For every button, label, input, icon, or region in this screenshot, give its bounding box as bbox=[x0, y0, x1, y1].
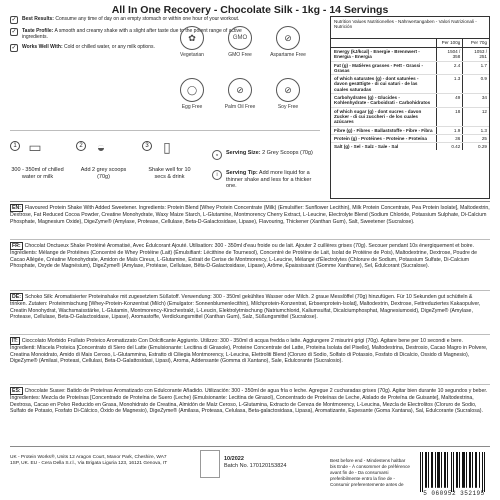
nutrition-value: 1.9 bbox=[436, 127, 463, 134]
nutrition-value: 0.29 bbox=[462, 143, 489, 150]
lot-info bbox=[224, 456, 344, 470]
barcode bbox=[418, 452, 490, 492]
benefit-heading: Works Well With: bbox=[22, 44, 63, 50]
lang-text: Chocolat Onctueux Shake Protéiné Aromatisé, Avec Édulcorant Ajouté. Utilisation: 300 - 350ml d'eau froide ou de lait. Ajouter 2 cuillères grises (70g). Secouer pendant 10s énergiquement et boire. Ingrédients: Mélange de Protéines (Concentré de Whey Protéine (Lait) (Émulsifiant: Lécithine de Tournesol), Concentré de Protéine de Lait, Isolat de Protéine de Pois), Maltodextrine, Dextrose, Poudre de Cacao Allégée, Créatine Monohydrate, Amidon de Maïs Cireux, L-Glutamine, Extrait de Cerise de Montmorency, L-Leucine, Mélange d'Électrolytes (Chlorure de Sodium, Potassium Sulfate, Di-Calcium Phosphate, Oxyde de Magnésium), DigeZyme® (Amylase, Protéase, Cellulase, Bêta-D-Galactosidase, Lipase), Arôme, Épaississant (Gomme Xanthane), Sel, Édulcorant (Sucralose). bbox=[10, 243, 478, 269]
nutrition-table bbox=[330, 16, 490, 199]
serving-size-value: 2 Grey Scoops (70g) bbox=[262, 150, 313, 156]
benefit-text: Cold or chilled water, or any milk options. bbox=[64, 44, 155, 50]
divider bbox=[10, 290, 490, 291]
nutrition-value: 49 bbox=[436, 94, 463, 107]
nutrition-value: 0.9 bbox=[462, 75, 489, 93]
nutrition-value: 34 bbox=[462, 94, 489, 107]
nutrition-value: 1.3 bbox=[462, 127, 489, 134]
lang-text: Chocolate Suave: Batido de Proteínas Aromatizado con Edulcorante Añadido. Utilización: 300 - 350ml de agua fría o leche. Agregue 2 cucharadas grises (70g). Agitar bien durante 10 segundos y beber. Ingredientes: Mezcla de Proteínas [Concentrado de Proteína de Suero (Leche) (Emulsionante: Lecitina de Girasol), Concentrado de Proteínas de Leche, Aislado de Proteína de Guisante], Maltodextrina, Dextrosa, Cacao en Polvo Reducido en Grasa, Monohidrato de Creatina, Almidón de Maíz Ceroso, L-Glutamina, Extracto de Cereza de Montmorency, L-Leucina, Mezcla de Electrolitos (Cloruro de Sodio, Sulfato de Potasio, Fosfato Di-Cálcico, Óxido de Magnesio), DigeZyme® (Amilasa, Proteasa, Celulasa, Beta-galactosidasa, Lipasa), Aromatizante, Espesante (Goma Xantana), Sal, Edulcorante (Sucralosa). bbox=[10, 388, 488, 414]
egg-free-icon: ◯ bbox=[180, 78, 204, 102]
divider bbox=[10, 446, 490, 447]
barcode-number: 5 060952 352195 bbox=[423, 490, 485, 497]
badge-aspartame-free bbox=[264, 26, 312, 58]
nutrition-label: Protein (g) - Protéines - Proteine - Proteína bbox=[334, 135, 427, 141]
benefit-text: A smooth and creamy shake with a slight after taste due to the potent range of active ingredients. bbox=[22, 28, 242, 40]
company-address: UK - Protein Works®, Units 12 Aragon Court, Manor Park, Cheshire, WA7 1SP, UK. EU - Cera Della S.r.l., Via Brigata Liguria 123, 16121 Genova, IT bbox=[10, 455, 168, 466]
nutrition-col-per100: Per 100g bbox=[436, 39, 463, 47]
nutrition-row bbox=[331, 75, 489, 94]
lang-section-en bbox=[10, 204, 490, 225]
nutrition-value: 36 bbox=[436, 135, 463, 142]
leaf-icon: ✿ bbox=[180, 26, 204, 50]
check-icon: ✓ bbox=[11, 17, 17, 23]
benefit-heading: Best Results: bbox=[22, 16, 54, 22]
nutrition-value: 12 bbox=[462, 108, 489, 126]
nutrition-label: of which saturates (g) - dont saturées - davon gesättigte - di cui saturi - de las cuales saturadas bbox=[334, 76, 419, 92]
step-text: 300 - 350ml of chilled water or milk bbox=[11, 167, 64, 180]
lang-section-es bbox=[10, 387, 490, 414]
nutrition-value: 1053 / 251 bbox=[462, 48, 489, 61]
lang-section-fr bbox=[10, 242, 490, 269]
badge-soy-free bbox=[264, 78, 312, 110]
step-text: Add 2 grey scoops (70g) bbox=[80, 167, 127, 180]
best-before: Best before end - Mindestens haltbar bis Ende - À consommer de préférence avant fin de - Da consumarsi preferibilmente entro la fine de - Consumir preferentemente antes de bbox=[330, 458, 410, 487]
nutrition-value: 1.3 bbox=[436, 75, 463, 93]
product-title: All In One Recovery - Chocolate Silk - 1kg - 14 Servings bbox=[111, 4, 389, 16]
badge-label: Soy Free bbox=[277, 104, 299, 110]
nutrition-value: 0.42 bbox=[436, 143, 463, 150]
nutrition-row bbox=[331, 108, 489, 127]
lang-section-it bbox=[10, 337, 490, 364]
aspartame-free-icon: ⊘ bbox=[276, 26, 300, 50]
shaker-icon: ▯ bbox=[163, 139, 171, 155]
benefit-best-results bbox=[10, 16, 245, 24]
serving-size bbox=[212, 150, 322, 160]
nutrition-columns bbox=[331, 39, 489, 48]
lang-section-de bbox=[10, 293, 490, 320]
badge-label: Aspartame Free bbox=[270, 52, 306, 58]
serving-info bbox=[212, 150, 322, 200]
scoop-icon: ◒ bbox=[96, 139, 106, 155]
serving-tip-label: Serving Tip: bbox=[226, 170, 258, 176]
nutrition-label: Carbohydrates (g) - Glucides - Kohlenhydrate - Carboidrati - Carbohidratos bbox=[334, 95, 431, 106]
badge-palm-oil-free bbox=[216, 78, 264, 110]
lang-tag: EN: bbox=[12, 205, 21, 211]
lang-tag: FR: bbox=[12, 243, 21, 249]
lot-box bbox=[200, 450, 220, 478]
badge-gmo-free bbox=[216, 26, 264, 58]
divider bbox=[10, 130, 320, 131]
nutrition-value: 1504 / 358 bbox=[436, 48, 463, 61]
badge-label: Vegetarian bbox=[180, 52, 204, 58]
nutrition-value: 2.4 bbox=[436, 62, 463, 75]
batch-number: Batch No. 170120153824 bbox=[224, 463, 287, 469]
badge-vegetarian bbox=[168, 26, 216, 58]
badge-label: GMO Free bbox=[228, 52, 252, 58]
lot-date: 10/2022 bbox=[224, 456, 244, 462]
nutrition-label: Energy (kJ/kcal) - Energie - Brennwert - Energia - Energia bbox=[334, 49, 420, 60]
benefit-heading: Taste Profile: bbox=[22, 28, 54, 34]
check-icon: ✓ bbox=[11, 29, 17, 35]
lang-tag: IT: bbox=[12, 338, 18, 344]
serving-tip bbox=[212, 170, 322, 190]
nutrition-label: Salt (g) - Sel - Salz - Sale - Sal bbox=[334, 144, 399, 150]
divider bbox=[10, 334, 490, 335]
step-number: 3 bbox=[142, 141, 152, 151]
nutrition-row bbox=[331, 127, 489, 135]
lang-tag: DE: bbox=[12, 294, 21, 300]
info-icon: i bbox=[212, 170, 222, 180]
nutrition-value: 18 bbox=[436, 108, 463, 126]
gmo-free-icon: GMO bbox=[228, 26, 252, 50]
nutrition-label: of which sugar (g) - dont sucres - davon Zucker - di cui zuccheri - de los cuales azúcares bbox=[334, 108, 422, 125]
step-text: Shake well for 10 secs & drink bbox=[148, 167, 191, 180]
lang-text: Schoko Silk: Aromatisierter Proteinshake mit zugesetztem Süßstoff. Verwendung: 300 - 350ml gekühltes Wasser oder Milch. 2 graue Messlöffel (70g) hinzufügen. Für 10 Sekunden gut schütteln & trinken. Zutaten: Proteinmischung [Whey-Protein-Konzentrat (Milch) (Emulgator: Sonnenblumenlecithin), Milchprotein-Konzentrat, Erbsenprotein-Isolat], Maltodextrin, Dextrose, Fettreduziertes Kakaopulver, Creatin Monohydrat, Wachsmaisstärke, L-Glutamin, Montmorency-Kirschextrakt, L-Leucin, Elektrolytmischung (Natriumchlorid, Kaliumsulfat, Dicalciumphosphat, Magnesiumoxid), DigeZyme® (Amylase, Protease, Cellulase, Beta-D-Galactosidase, Lipase), Aromastoffe, Verdickungsmittel (Xanthan Gum), Salz, Süßungsmittel (Sucralose). bbox=[10, 294, 481, 320]
nutrition-value: 25 bbox=[462, 135, 489, 142]
nutrition-row bbox=[331, 62, 489, 76]
benefit-text: Consume any time of day on an empty stomach or within one hour of your workout. bbox=[55, 16, 240, 22]
step-number: 1 bbox=[10, 141, 20, 151]
soy-free-icon: ⊘ bbox=[276, 78, 300, 102]
divider bbox=[10, 239, 490, 240]
badge-label: Palm Oil Free bbox=[224, 104, 256, 110]
divider bbox=[10, 201, 490, 202]
glass-icon: ▭ bbox=[28, 139, 42, 155]
check-icon: ✓ bbox=[11, 45, 17, 51]
nutrition-value: 1.7 bbox=[462, 62, 489, 75]
palm-oil-free-icon: ⊘ bbox=[228, 78, 252, 102]
lang-text: Cioccolato Morbido Frullato Proteico Aromatizzato Con Dolcificante Aggiunto. Utilizzo: 300 - 350ml di acqua fredda o latte. Aggiungere 2 misurini grigi (70g). Agitare bene per 10 secondi e bere. Ingredienti: Miscela Proteica [Concentrato di Siero del Latte (Emulsionante: Lecitina di Girasole), Proteine Concentrate del Latte, Proteina Isolata del Pisello], Maltodestrina, Destrosio, Cacao Magro in Polvere, Creatina Monoidrato, Amido di Mais Ceroso, L-Glutammina, Estratto di Ciliegia Montmorency, L-Leucina, Elettroliti Blend (Cloruro di Sodio, Solfato di Potassio, Fosfato di Dicalcio, Ossido di Magnesio), DigeZyme® (Amilasi, Proteasi, Cellulasi, Beta-D-Galattosidasi, Lipasi), Aroma, Addensante (Gomma di Xantano), Sale, Edulcorante (Sucralosio). bbox=[10, 338, 488, 364]
nutrition-row bbox=[331, 143, 489, 150]
lang-text: Flavoured Protein Shake With Added Sweetener. Ingredients: Protein Blend [Whey Protein Concentrate (Milk) (Emulsifier: Sunflower Lecithin), Milk Protein Concentrate, Pea Protein Isolate], Maltodextrin, Dextrose, Fat Reduced Cocoa Powder, Creatine Monohydrate, Waxy Maize Starch, L-Glutamine, Montmorency Cherry Extract, L-Leucine, Electrolyte Blend (Sodium Chloride, Potassium Sulphate, Di-Calcium Phosphate, Magnesium Oxide), DigeZyme® (Amylase, Protease, Cellulase, Beta-D-Galactosidase, Lipase), Flavouring, Thickener (Xanthan Gum), Salt, Sweetener (Sucralose). bbox=[10, 205, 490, 225]
badge-label: Egg Free bbox=[181, 104, 203, 110]
nutrition-row bbox=[331, 48, 489, 62]
nutrition-label: Fat (g) - Matières grasses - Fett - Grassi - Grasas bbox=[334, 62, 424, 73]
serving-tip-value: Add more liquid for a thinner shake and less for a thicker one. bbox=[226, 170, 312, 189]
nutrition-row bbox=[331, 94, 489, 108]
nutrition-col-blank bbox=[331, 39, 436, 47]
divider bbox=[10, 384, 490, 385]
serving-size-label: Serving Size: bbox=[226, 150, 261, 156]
scoop-icon: ◒ bbox=[212, 150, 222, 160]
nutrition-row bbox=[331, 135, 489, 143]
nutrition-label: Fibre (g) - Fibres - Ballaststoffe - Fibre - Fibra bbox=[334, 127, 433, 133]
badge-egg-free bbox=[168, 78, 216, 110]
step-number: 2 bbox=[76, 141, 86, 151]
nutrition-header: Nutrition Values Nutritionelles - Nährwertangaben - Valori Nutrizionali - Nutrición bbox=[331, 17, 489, 39]
lang-tag: ES: bbox=[12, 388, 21, 394]
nutrition-col-per70: Per 70g bbox=[462, 39, 489, 47]
